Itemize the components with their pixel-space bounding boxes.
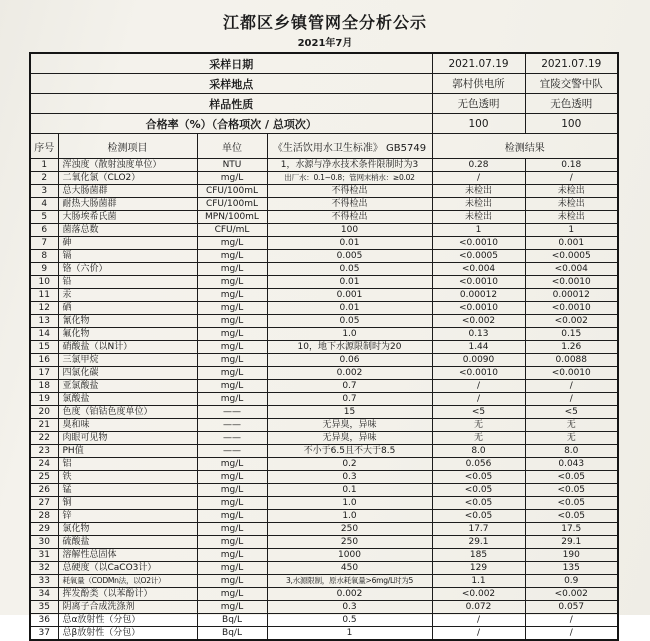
table-row xyxy=(30,250,618,263)
row-number-cell: 37 xyxy=(30,627,58,641)
result-site1-cell: 无 xyxy=(432,419,525,432)
row-number-cell: 31 xyxy=(30,549,58,562)
unit-cell: mg/L xyxy=(197,328,267,341)
test-item-cell: 氯化物 xyxy=(58,523,197,536)
standard-limit-cell: 10，地下水源限制时为20 xyxy=(267,341,432,354)
row-number-cell: 34 xyxy=(30,588,58,601)
standard-limit-cell: 不得检出 xyxy=(267,185,432,198)
row-number-cell: 14 xyxy=(30,328,58,341)
unit-cell: mg/L xyxy=(197,276,267,289)
row-number-cell: 11 xyxy=(30,289,58,302)
result-site1-cell: / xyxy=(432,627,525,641)
table-row xyxy=(30,562,618,575)
result-site2-cell: 29.1 xyxy=(525,536,618,549)
info-value-site2: 2021.07.19 xyxy=(525,53,618,74)
unit-cell: mg/L xyxy=(197,289,267,302)
result-site1-cell: 1.1 xyxy=(432,575,525,588)
info-value-site1: 郭村供电所 xyxy=(432,74,525,94)
test-item-cell: 镉 xyxy=(58,250,197,263)
result-site2-cell: 0.15 xyxy=(525,328,618,341)
result-site2-cell: / xyxy=(525,627,618,641)
result-site2-cell: <0.05 xyxy=(525,497,618,510)
test-item-cell: 大肠埃希氏菌 xyxy=(58,211,197,224)
unit-cell: mg/L xyxy=(197,341,267,354)
test-item-cell: 耐热大肠菌群 xyxy=(58,198,197,211)
test-item-cell: 总α放射性（分包） xyxy=(58,614,197,627)
standard-limit-cell: 0.1 xyxy=(267,484,432,497)
standard-limit-cell: 0.5 xyxy=(267,614,432,627)
result-site1-cell: <0.0005 xyxy=(432,250,525,263)
result-site2-cell: <0.0010 xyxy=(525,367,618,380)
result-site2-cell: 无 xyxy=(525,419,618,432)
row-number-cell: 33 xyxy=(30,575,58,588)
col-header-standard: 《生活饮用水卫生标准》 GB5749 xyxy=(267,134,432,159)
table-row xyxy=(30,406,618,419)
unit-cell: mg/L xyxy=(197,302,267,315)
table-row xyxy=(30,510,618,523)
unit-cell: mg/L xyxy=(197,601,267,614)
unit-cell: mg/L xyxy=(197,458,267,471)
result-site2-cell: 0.0088 xyxy=(525,354,618,367)
test-item-cell: 硝酸盐（以N计） xyxy=(58,341,197,354)
result-site1-cell: 17.7 xyxy=(432,523,525,536)
result-site2-cell: 未检出 xyxy=(525,198,618,211)
row-number-cell: 2 xyxy=(30,172,58,185)
row-number-cell: 9 xyxy=(30,263,58,276)
unit-cell: NTU xyxy=(197,159,267,172)
row-number-cell: 25 xyxy=(30,471,58,484)
table-row xyxy=(30,536,618,549)
result-site1-cell: 未检出 xyxy=(432,198,525,211)
standard-limit-cell: 250 xyxy=(267,536,432,549)
standard-limit-cell: 0.01 xyxy=(267,302,432,315)
result-site2-cell: <0.002 xyxy=(525,315,618,328)
test-item-cell: 铝 xyxy=(58,458,197,471)
table-row xyxy=(30,575,618,588)
unit-cell: —— xyxy=(197,419,267,432)
result-site2-cell: <0.004 xyxy=(525,263,618,276)
page-subtitle: 2021年7月 xyxy=(297,38,353,49)
result-site1-cell: / xyxy=(432,380,525,393)
info-row-label: 样品性质 xyxy=(30,94,432,114)
result-site1-cell: 0.056 xyxy=(432,458,525,471)
unit-cell: —— xyxy=(197,406,267,419)
unit-cell: —— xyxy=(197,445,267,458)
table-row xyxy=(30,328,618,341)
col-header-item: 检测项目 xyxy=(58,134,197,159)
unit-cell: mg/L xyxy=(197,263,267,276)
test-item-cell: 耗氧量（CODMn法，以O2计） xyxy=(58,575,197,588)
standard-limit-cell: 1.0 xyxy=(267,328,432,341)
standard-limit-cell: 100 xyxy=(267,224,432,237)
row-number-cell: 6 xyxy=(30,224,58,237)
result-site1-cell: <0.05 xyxy=(432,497,525,510)
standard-limit-cell: 0.05 xyxy=(267,315,432,328)
column-header-section xyxy=(30,134,618,159)
result-site1-cell: <0.004 xyxy=(432,263,525,276)
test-item-cell: 铬（六价） xyxy=(58,263,197,276)
test-item-cell: 四氯化碳 xyxy=(58,367,197,380)
row-number-cell: 17 xyxy=(30,367,58,380)
unit-cell: mg/L xyxy=(197,172,267,185)
unit-cell: mg/L xyxy=(197,575,267,588)
result-site1-cell: <0.05 xyxy=(432,484,525,497)
result-site2-cell: 1.26 xyxy=(525,341,618,354)
row-number-cell: 15 xyxy=(30,341,58,354)
table-row xyxy=(30,263,618,276)
result-site2-cell: / xyxy=(525,380,618,393)
standard-limit-cell: 0.06 xyxy=(267,354,432,367)
result-site1-cell: 未检出 xyxy=(432,211,525,224)
table-row xyxy=(30,588,618,601)
row-number-cell: 28 xyxy=(30,510,58,523)
row-number-cell: 20 xyxy=(30,406,58,419)
row-number-cell: 35 xyxy=(30,601,58,614)
result-site1-cell: 0.28 xyxy=(432,159,525,172)
standard-limit-cell: 无异臭，异味 xyxy=(267,432,432,445)
result-site2-cell: 135 xyxy=(525,562,618,575)
result-site1-cell: <0.0010 xyxy=(432,276,525,289)
table-row xyxy=(30,159,618,172)
unit-cell: CFU/100mL xyxy=(197,185,267,198)
info-value-site2: 100 xyxy=(525,114,618,134)
result-site1-cell: 无 xyxy=(432,432,525,445)
standard-limit-cell: 0.005 xyxy=(267,250,432,263)
result-site2-cell: / xyxy=(525,393,618,406)
standard-limit-cell: 无异臭，异味 xyxy=(267,419,432,432)
standard-limit-cell: 不得检出 xyxy=(267,198,432,211)
test-item-cell: 挥发酚类（以苯酚计） xyxy=(58,588,197,601)
result-site1-cell: <5 xyxy=(432,406,525,419)
result-site1-cell: <0.05 xyxy=(432,471,525,484)
standard-limit-cell: 1.0 xyxy=(267,510,432,523)
unit-cell: mg/L xyxy=(197,588,267,601)
standard-limit-cell: 1000 xyxy=(267,549,432,562)
unit-cell: CFU/100mL xyxy=(197,198,267,211)
standard-limit-cell: 0.7 xyxy=(267,380,432,393)
table-row xyxy=(30,484,618,497)
table-row xyxy=(30,614,618,627)
info-value-site1: 2021.07.19 xyxy=(432,53,525,74)
unit-cell: mg/L xyxy=(197,237,267,250)
result-site1-cell: <0.002 xyxy=(432,588,525,601)
row-number-cell: 30 xyxy=(30,536,58,549)
table-row xyxy=(30,276,618,289)
unit-cell: mg/L xyxy=(197,380,267,393)
standard-limit-cell: 0.7 xyxy=(267,393,432,406)
result-site2-cell: <5 xyxy=(525,406,618,419)
row-number-cell: 18 xyxy=(30,380,58,393)
result-site2-cell: <0.002 xyxy=(525,588,618,601)
test-item-cell: 二氧化氯（CLO2） xyxy=(58,172,197,185)
test-item-cell: 锌 xyxy=(58,510,197,523)
unit-cell: Bq/L xyxy=(197,627,267,641)
row-number-cell: 7 xyxy=(30,237,58,250)
unit-cell: mg/L xyxy=(197,354,267,367)
table-row xyxy=(30,627,618,641)
unit-cell: mg/L xyxy=(197,315,267,328)
result-site1-cell: / xyxy=(432,393,525,406)
sample-info-row xyxy=(30,114,618,134)
table-row xyxy=(30,367,618,380)
results-section xyxy=(30,159,618,641)
result-site1-cell: / xyxy=(432,172,525,185)
result-site1-cell: <0.0010 xyxy=(432,237,525,250)
info-row-label: 采样日期 xyxy=(30,53,432,74)
sample-info-section xyxy=(30,53,618,134)
result-site1-cell: <0.0010 xyxy=(432,302,525,315)
standard-limit-cell: 1，水源与净水技术条件限制时为3 xyxy=(267,159,432,172)
result-site2-cell: 8.0 xyxy=(525,445,618,458)
unit-cell: mg/L xyxy=(197,367,267,380)
result-site1-cell: 185 xyxy=(432,549,525,562)
table-row xyxy=(30,432,618,445)
result-site2-cell: <0.0005 xyxy=(525,250,618,263)
standard-limit-cell: 0.3 xyxy=(267,471,432,484)
result-site2-cell: <0.0010 xyxy=(525,302,618,315)
test-item-cell: 总硬度（以CaCO3计） xyxy=(58,562,197,575)
test-item-cell: 氟化物 xyxy=(58,328,197,341)
test-item-cell: 总大肠菌群 xyxy=(58,185,197,198)
row-number-cell: 24 xyxy=(30,458,58,471)
result-site1-cell: 8.0 xyxy=(432,445,525,458)
standard-limit-cell: 0.002 xyxy=(267,367,432,380)
unit-cell: mg/L xyxy=(197,510,267,523)
result-site2-cell: <0.05 xyxy=(525,484,618,497)
row-number-cell: 8 xyxy=(30,250,58,263)
test-item-cell: 色度（铂钴色度单位） xyxy=(58,406,197,419)
water-analysis-table xyxy=(29,52,619,641)
result-site1-cell: 0.13 xyxy=(432,328,525,341)
result-site2-cell: <0.0010 xyxy=(525,276,618,289)
result-site2-cell: 190 xyxy=(525,549,618,562)
test-item-cell: 总β放射性（分包） xyxy=(58,627,197,641)
standard-limit-cell: 不小于6.5且不大于8.5 xyxy=(267,445,432,458)
unit-cell: mg/L xyxy=(197,250,267,263)
table-row xyxy=(30,497,618,510)
sample-info-row xyxy=(30,74,618,94)
result-site1-cell: 129 xyxy=(432,562,525,575)
table-row xyxy=(30,601,618,614)
table-row xyxy=(30,354,618,367)
row-number-cell: 22 xyxy=(30,432,58,445)
test-item-cell: 溶解性总固体 xyxy=(58,549,197,562)
row-number-cell: 32 xyxy=(30,562,58,575)
row-number-cell: 12 xyxy=(30,302,58,315)
info-value-site1: 100 xyxy=(432,114,525,134)
result-site2-cell: / xyxy=(525,172,618,185)
standard-limit-cell: 15 xyxy=(267,406,432,419)
result-site2-cell: 无 xyxy=(525,432,618,445)
unit-cell: mg/L xyxy=(197,523,267,536)
result-site1-cell: / xyxy=(432,614,525,627)
result-site2-cell: <0.05 xyxy=(525,510,618,523)
table-row xyxy=(30,172,618,185)
table-row xyxy=(30,185,618,198)
unit-cell: mg/L xyxy=(197,484,267,497)
standard-limit-cell: 出厂水：0.1~0.8；管网末梢水：≥0.02 xyxy=(267,172,432,185)
standard-limit-cell: 450 xyxy=(267,562,432,575)
standard-limit-cell: 0.001 xyxy=(267,289,432,302)
test-item-cell: 菌落总数 xyxy=(58,224,197,237)
row-number-cell: 16 xyxy=(30,354,58,367)
unit-cell: mg/L xyxy=(197,536,267,549)
row-number-cell: 13 xyxy=(30,315,58,328)
row-number-cell: 29 xyxy=(30,523,58,536)
info-row-label: 合格率（%）（合格项次 / 总项次） xyxy=(30,114,432,134)
row-number-cell: 5 xyxy=(30,211,58,224)
table-row xyxy=(30,289,618,302)
table-row xyxy=(30,523,618,536)
test-item-cell: 硒 xyxy=(58,302,197,315)
result-site2-cell: 0.00012 xyxy=(525,289,618,302)
test-item-cell: 铅 xyxy=(58,276,197,289)
result-site2-cell: 0.18 xyxy=(525,159,618,172)
test-item-cell: 氰化物 xyxy=(58,315,197,328)
table-row xyxy=(30,224,618,237)
standard-limit-cell: 0.2 xyxy=(267,458,432,471)
test-item-cell: 汞 xyxy=(58,289,197,302)
row-number-cell: 10 xyxy=(30,276,58,289)
standard-limit-cell: 0.3 xyxy=(267,601,432,614)
table-row xyxy=(30,471,618,484)
column-header-row xyxy=(30,134,618,159)
result-site2-cell: / xyxy=(525,614,618,627)
table-row xyxy=(30,549,618,562)
test-item-cell: 三氯甲烷 xyxy=(58,354,197,367)
standard-limit-cell: 3,水源限制，原水耗氧量>6mg/L时为5 xyxy=(267,575,432,588)
unit-cell: mg/L xyxy=(197,393,267,406)
info-value-site1: 无色透明 xyxy=(432,94,525,114)
result-site2-cell: 17.5 xyxy=(525,523,618,536)
result-site2-cell: 0.9 xyxy=(525,575,618,588)
info-value-site2: 宜陵交警中队 xyxy=(525,74,618,94)
test-item-cell: 肉眼可见物 xyxy=(58,432,197,445)
test-item-cell: PH值 xyxy=(58,445,197,458)
unit-cell: mg/L xyxy=(197,497,267,510)
row-number-cell: 1 xyxy=(30,159,58,172)
col-header-no: 序号 xyxy=(30,134,58,159)
standard-limit-cell: 1 xyxy=(267,627,432,641)
result-site1-cell: <0.0010 xyxy=(432,367,525,380)
info-value-site2: 无色透明 xyxy=(525,94,618,114)
table-row xyxy=(30,237,618,250)
table-row xyxy=(30,380,618,393)
result-site2-cell: <0.05 xyxy=(525,471,618,484)
unit-cell: Bq/L xyxy=(197,614,267,627)
result-site2-cell: 0.057 xyxy=(525,601,618,614)
sample-info-row xyxy=(30,94,618,114)
standard-limit-cell: 0.002 xyxy=(267,588,432,601)
standard-limit-cell: 0.01 xyxy=(267,237,432,250)
result-site2-cell: 1 xyxy=(525,224,618,237)
info-row-label: 采样地点 xyxy=(30,74,432,94)
test-item-cell: 臭和味 xyxy=(58,419,197,432)
table-row xyxy=(30,393,618,406)
result-site2-cell: 0.043 xyxy=(525,458,618,471)
test-item-cell: 浑浊度（散射浊度单位） xyxy=(58,159,197,172)
test-item-cell: 亚氯酸盐 xyxy=(58,380,197,393)
test-item-cell: 砷 xyxy=(58,237,197,250)
table-row xyxy=(30,211,618,224)
result-site1-cell: 0.00012 xyxy=(432,289,525,302)
standard-limit-cell: 1.0 xyxy=(267,497,432,510)
standard-limit-cell: 不得检出 xyxy=(267,211,432,224)
test-item-cell: 氯酸盐 xyxy=(58,393,197,406)
result-site1-cell: <0.05 xyxy=(432,510,525,523)
standard-limit-cell: 0.01 xyxy=(267,276,432,289)
result-site1-cell: 0.072 xyxy=(432,601,525,614)
test-item-cell: 阴离子合成洗涤剂 xyxy=(58,601,197,614)
table-row xyxy=(30,458,618,471)
result-site1-cell: 0.0090 xyxy=(432,354,525,367)
unit-cell: —— xyxy=(197,432,267,445)
test-item-cell: 铁 xyxy=(58,471,197,484)
row-number-cell: 23 xyxy=(30,445,58,458)
table-row xyxy=(30,419,618,432)
row-number-cell: 36 xyxy=(30,614,58,627)
unit-cell: mg/L xyxy=(197,562,267,575)
col-header-unit: 单位 xyxy=(197,134,267,159)
col-header-result: 检测结果 xyxy=(432,134,618,159)
row-number-cell: 3 xyxy=(30,185,58,198)
test-item-cell: 铜 xyxy=(58,497,197,510)
result-site1-cell: 29.1 xyxy=(432,536,525,549)
result-site2-cell: 未检出 xyxy=(525,185,618,198)
row-number-cell: 26 xyxy=(30,484,58,497)
result-site1-cell: 1 xyxy=(432,224,525,237)
unit-cell: MPN/100mL xyxy=(197,211,267,224)
standard-limit-cell: 250 xyxy=(267,523,432,536)
unit-cell: CFU/mL xyxy=(197,224,267,237)
table-row xyxy=(30,341,618,354)
row-number-cell: 27 xyxy=(30,497,58,510)
page-title: 江都区乡镇管网全分析公示 xyxy=(222,13,427,32)
table-row xyxy=(30,445,618,458)
row-number-cell: 21 xyxy=(30,419,58,432)
result-site1-cell: 1.44 xyxy=(432,341,525,354)
test-item-cell: 锰 xyxy=(58,484,197,497)
row-number-cell: 19 xyxy=(30,393,58,406)
test-item-cell: 硫酸盐 xyxy=(58,536,197,549)
sample-info-row xyxy=(30,53,618,74)
result-site2-cell: 0.001 xyxy=(525,237,618,250)
result-site2-cell: 未检出 xyxy=(525,211,618,224)
result-site1-cell: <0.002 xyxy=(432,315,525,328)
table-row xyxy=(30,302,618,315)
unit-cell: mg/L xyxy=(197,471,267,484)
table-row xyxy=(30,315,618,328)
table-row xyxy=(30,198,618,211)
result-site1-cell: 未检出 xyxy=(432,185,525,198)
standard-limit-cell: 0.05 xyxy=(267,263,432,276)
unit-cell: mg/L xyxy=(197,549,267,562)
row-number-cell: 4 xyxy=(30,198,58,211)
